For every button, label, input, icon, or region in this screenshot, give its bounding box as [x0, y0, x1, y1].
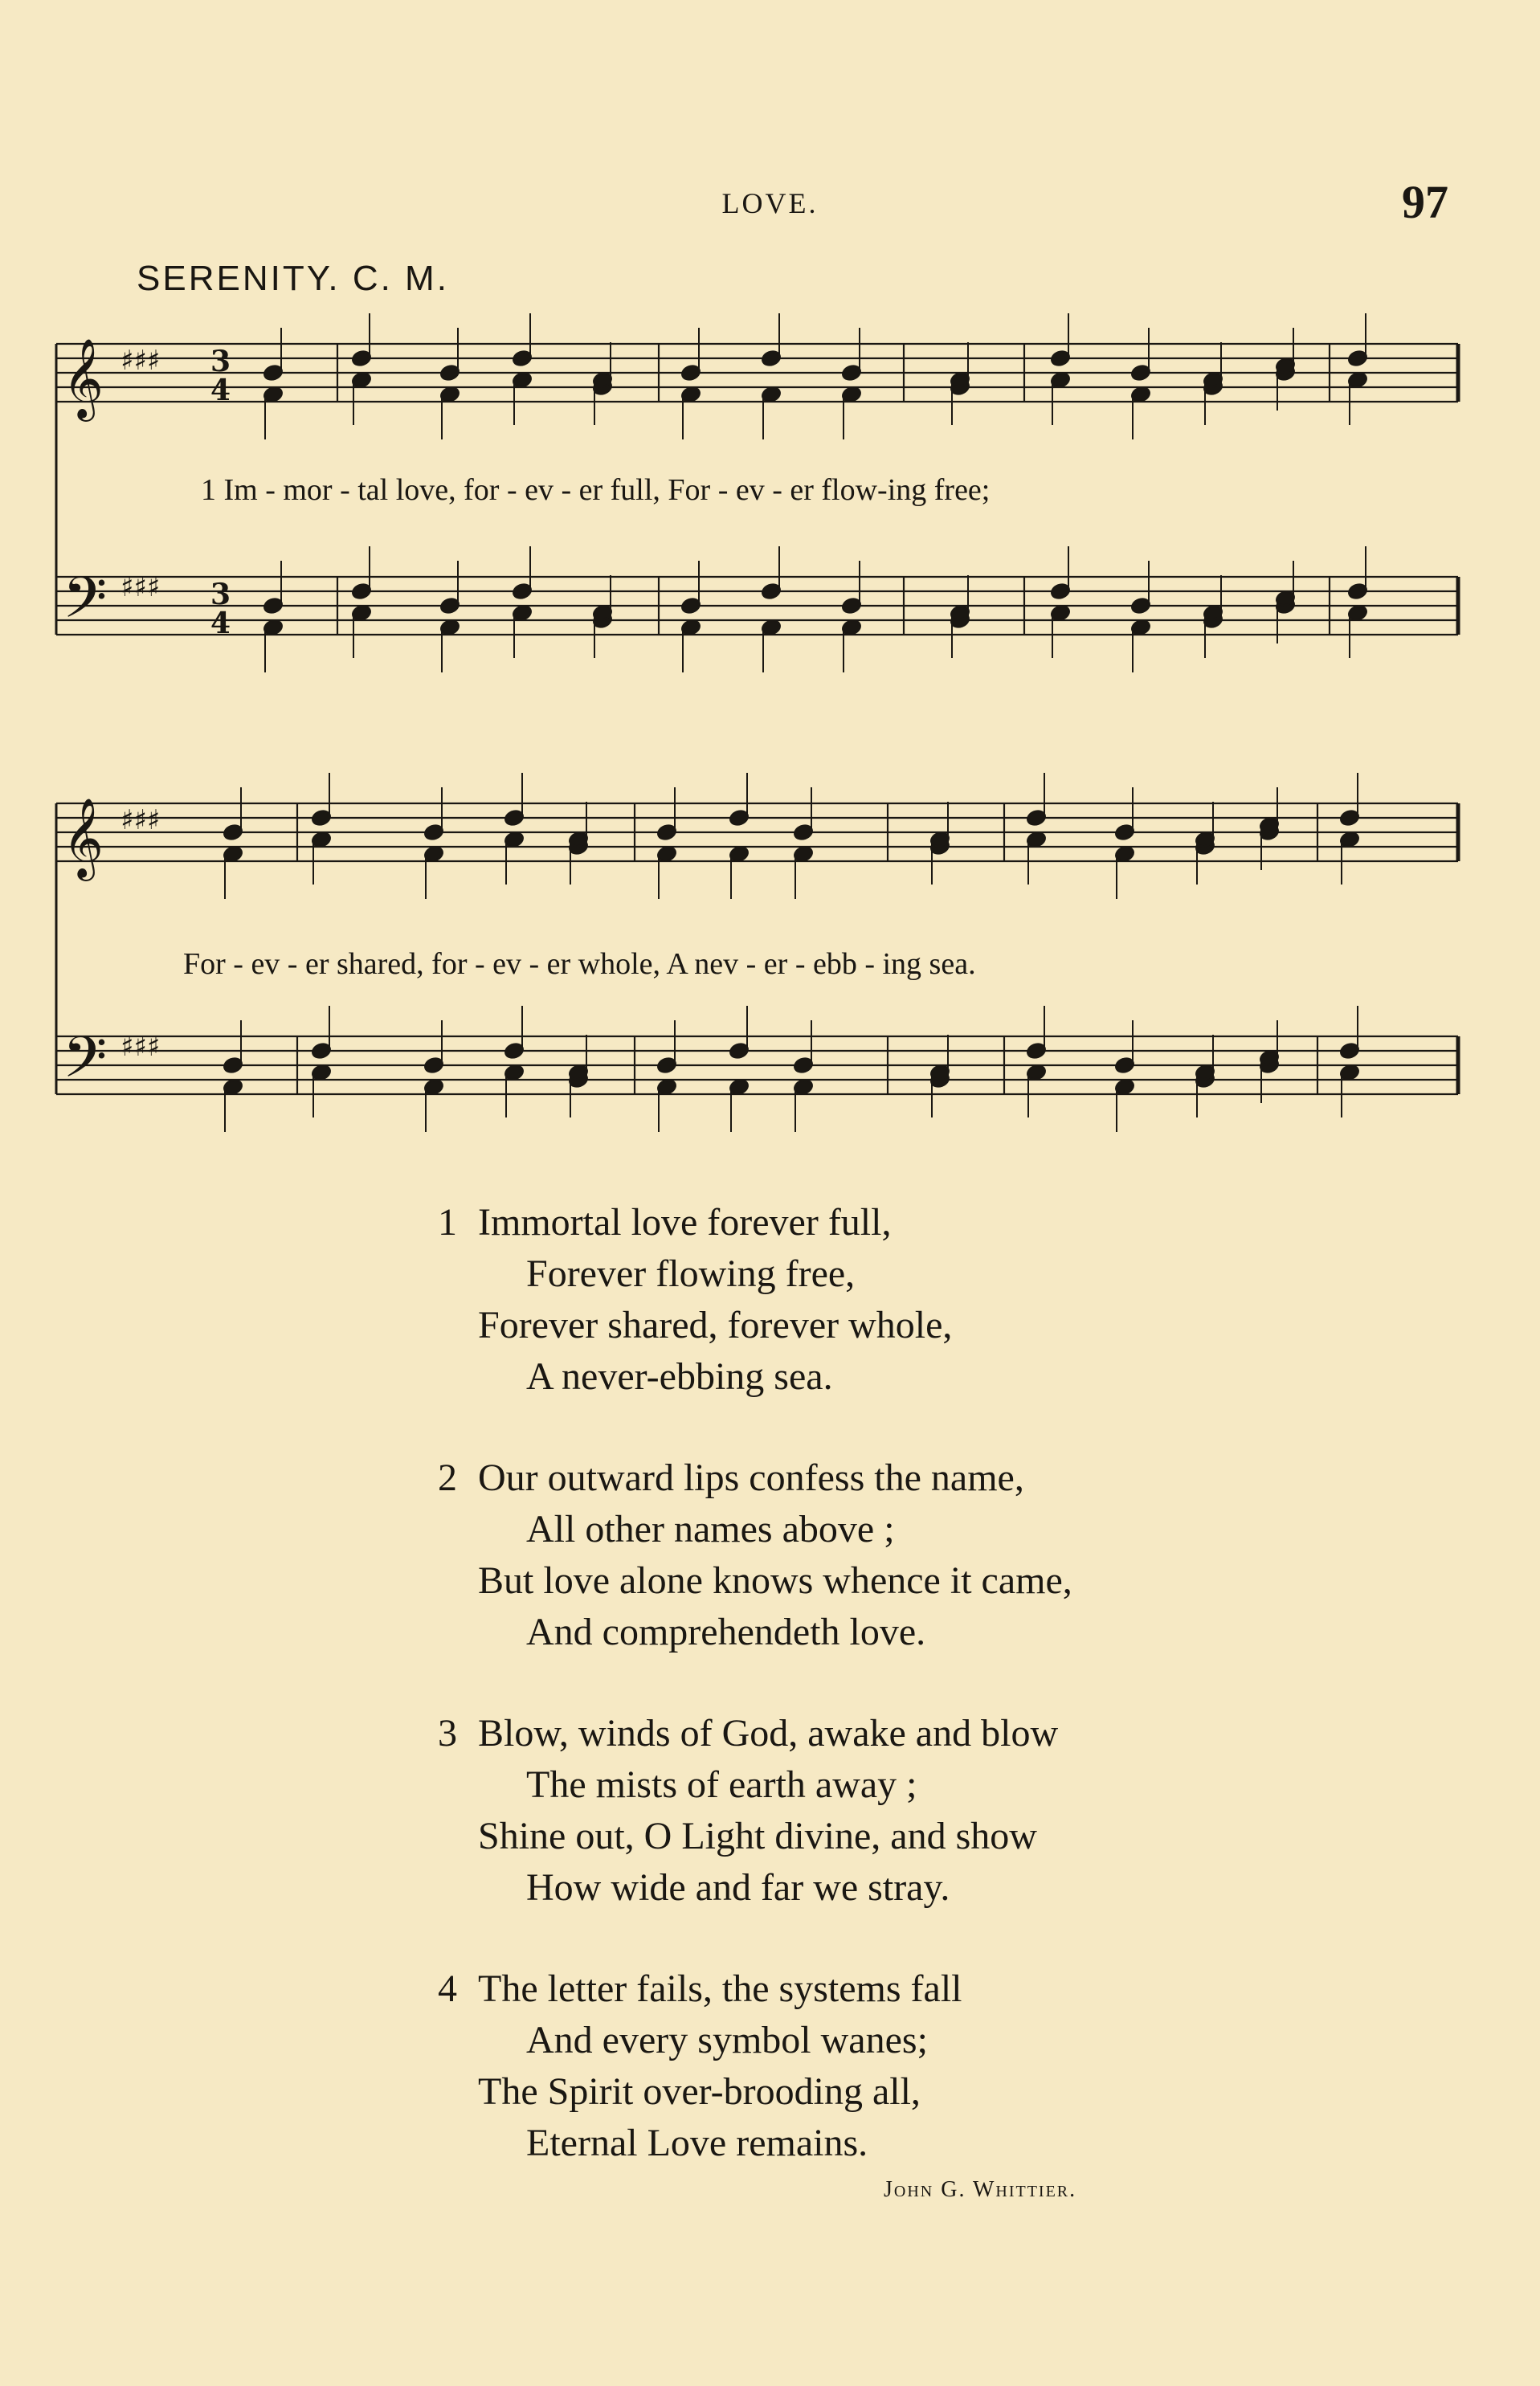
stanza-1: [438, 1197, 1321, 1403]
bass-clef: 𝄢: [63, 1024, 108, 1105]
verse-line: Eternal Love remains.: [526, 2122, 868, 2164]
treble-clef: 𝄞: [63, 798, 104, 878]
verse-line: Our outward lips confess the name,: [478, 1457, 1024, 1499]
music-lyric-line-1: 1 Im - mor - tal love, for - ev - er full, For - ev - er flow-ing free;: [201, 473, 991, 507]
verse-line: Forever shared, forever whole,: [478, 1304, 953, 1346]
key-signature: ♯♯♯: [121, 571, 161, 603]
verse-line: Shine out, O Light divine, and show: [478, 1815, 1037, 1857]
key-signature: ♯♯♯: [121, 804, 161, 836]
verse-line: And comprehendeth love.: [526, 1611, 926, 1653]
author-credit: John G. Whittier.: [884, 2177, 1077, 2202]
verse-line: Forever flowing free,: [526, 1252, 856, 1295]
bass-clef: 𝄢: [63, 565, 108, 645]
verse-line: And every symbol wanes;: [526, 2019, 928, 2061]
treble-clef: 𝄞: [63, 338, 104, 419]
verse-line: All other names above ;: [526, 1508, 895, 1550]
verse-line: Immortal love forever full,: [478, 1201, 892, 1244]
stanza-3: [438, 1708, 1321, 1914]
verse-line: How wide and far we stray.: [526, 1866, 950, 1909]
hymn-verses: [438, 1197, 1321, 2219]
key-signature: ♯♯♯: [121, 1031, 161, 1063]
stanza-number: 1: [438, 1201, 457, 1244]
verse-line: Blow, winds of God, awake and blow: [478, 1712, 1059, 1755]
key-signature: ♯♯♯: [121, 345, 161, 377]
verse-line: The Spirit over-brooding all,: [478, 2070, 921, 2113]
music-score: [0, 0, 1540, 1165]
verse-line: A never-ebbing sea.: [526, 1355, 833, 1398]
time-signature-bottom: 4: [210, 607, 231, 640]
tune-name: SERENITY. C. M.: [137, 259, 449, 298]
stanza-number: 4: [438, 1967, 457, 2010]
stanza-4: [438, 1963, 1321, 2169]
music-lyric-line-2: For - ev - er shared, for - ev - er whole, A nev - er - ebb - ing sea.: [183, 947, 976, 981]
stanza-number: 2: [438, 1457, 457, 1499]
time-signature-bottom: 4: [210, 374, 231, 407]
page-number: 97: [1402, 176, 1448, 228]
stanza-2: [438, 1452, 1321, 1658]
verse-line: But love alone knows whence it came,: [478, 1559, 1072, 1602]
time-signature-top: 3: [210, 578, 231, 611]
running-title: LOVE.: [721, 187, 819, 219]
verse-line: The mists of earth away ;: [526, 1763, 917, 1806]
verse-line: The letter fails, the systems fall: [478, 1967, 962, 2010]
time-signature-top: 3: [210, 345, 231, 378]
stanza-number: 3: [438, 1712, 457, 1755]
